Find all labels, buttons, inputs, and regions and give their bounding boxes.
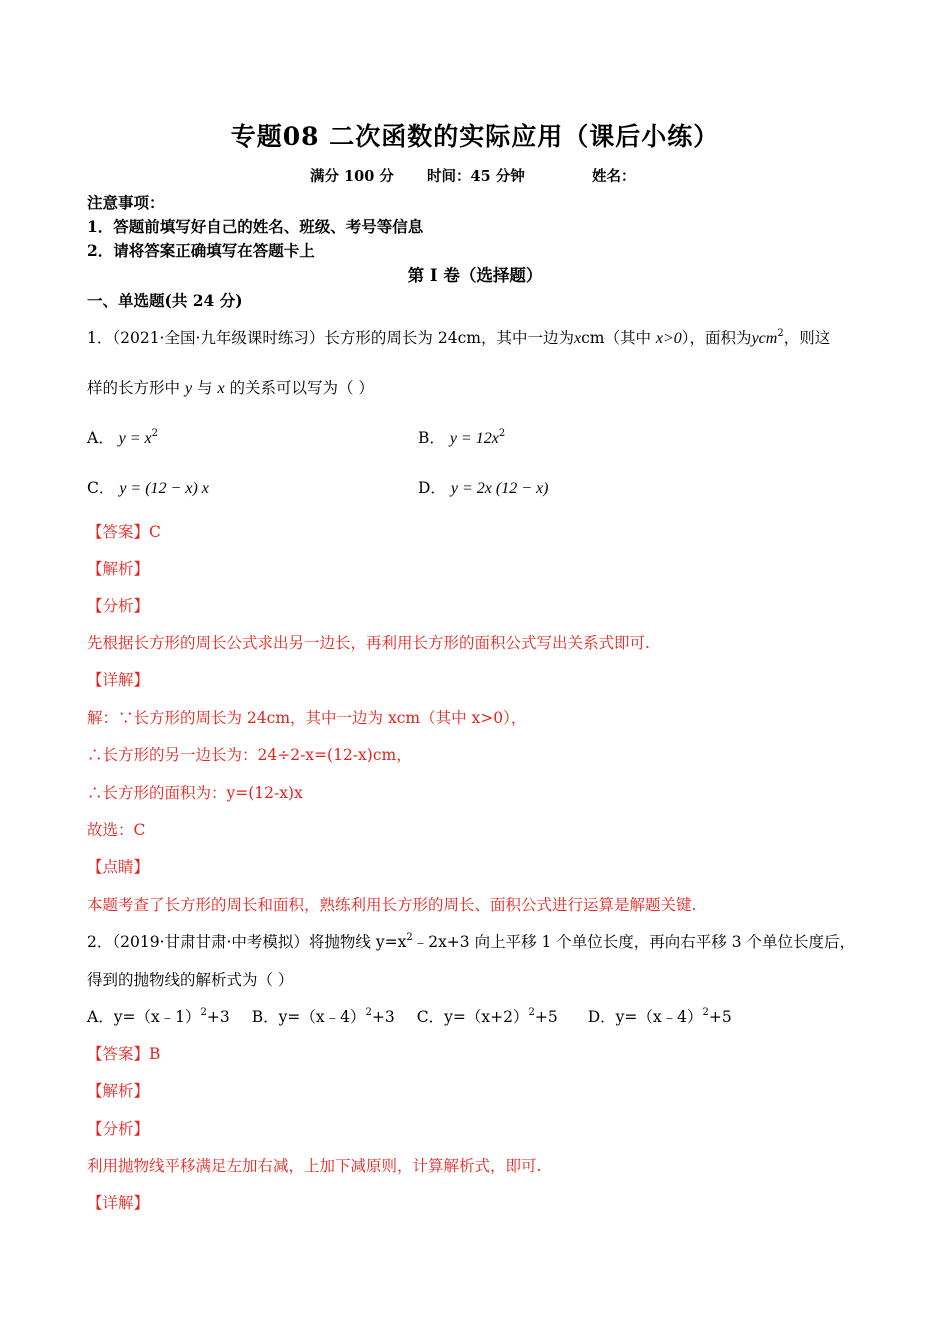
q1-option-a: A． $y = x^2$	[87, 428, 159, 447]
q1-dianjing-tag: 【点睛】	[87, 858, 150, 876]
q1-fenxi-tag: 【分析】	[87, 597, 150, 615]
doc-title: 专题08 二次函数的实际应用（课后小练）	[230, 122, 720, 151]
q2-answer: 【答案】B	[87, 1045, 161, 1063]
q1-solution-4: 故选：C	[87, 821, 146, 839]
q1-jiexi-tag: 【解析】	[87, 560, 150, 578]
full-score: 满分 100 分	[310, 168, 394, 185]
q1-solution-3: ∴长方形的面积为：y=(12-x)x	[87, 784, 303, 802]
q1-analysis: 先根据长方形的周长公式求出另一边长，再利用长方形的面积公式写出关系式即可.	[87, 634, 650, 652]
q2-analysis: 利用抛物线平移满足左加右减，上加下减原则，计算解析式，即可.	[87, 1157, 542, 1175]
note-2: 2．请将答案正确填写在答题卡上	[87, 241, 315, 260]
q2-xiangjie-tag: 【详解】	[87, 1194, 150, 1212]
q2-option-b: B．y=（x﹣4）$^2$+3	[251, 1007, 395, 1026]
q2-option-a: A．y=（x﹣1）$^2$+3	[87, 1007, 230, 1026]
q1-stem: 1．（2021·全国·九年级课时练习）长方形的周长为 24cm，其中一边为xcm（其中 x>0），面积为ycm$^2$，则这	[87, 328, 831, 347]
part-heading: 一、单选题(共 24 分)	[87, 291, 243, 310]
q1-option-b: B． $y = 12x^2$	[418, 428, 506, 447]
q1-answer: 【答案】C	[87, 523, 161, 541]
q1-stem-line2: 样的长方形中 y 与 x 的关系可以写为（ ）	[87, 379, 374, 397]
q1-solution-2: ∴长方形的另一边长为：24÷2-x=(12-x)cm，	[87, 746, 412, 764]
q1-solution-1: 解：∵长方形的周长为 24cm，其中一边为 xcm（其中 x>0），	[87, 709, 527, 727]
q1-xiangjie-tag: 【详解】	[87, 671, 150, 689]
note-1: 1．答题前填写好自己的姓名、班级、考号等信息	[87, 217, 424, 236]
name-label: 姓名：	[592, 168, 636, 185]
q2-stem: 2．（2019·甘肃甘肃·中考模拟）将抛物线 $y=x^2﹣2x+3$ 向上平移 1 个单位长度，再向右平移 3 个单位长度后，	[87, 932, 856, 951]
q2-fenxi-tag: 【分析】	[87, 1120, 150, 1138]
q1-comment: 本题考查了长方形的周长和面积，熟练利用长方形的周长、面积公式进行运算是解题关键.	[87, 896, 697, 914]
q1-option-c: C． y = (12 − x) x	[87, 479, 209, 497]
section-heading: 第 I 卷（选择题）	[407, 266, 543, 285]
q2-options	[87, 1007, 732, 1027]
notes-heading: 注意事项：	[87, 193, 165, 212]
q2-stem-line2: 得到的抛物线的解析式为（ ）	[87, 971, 294, 989]
q2-jiexi-tag: 【解析】	[87, 1082, 150, 1100]
q1-option-d: D． y = 2x (12 − x)	[418, 479, 549, 497]
exam-time: 时间：45 分钟	[427, 168, 525, 185]
q2-option-c: C．$y=(x+2)^2+5$	[416, 1007, 558, 1026]
q2-option-d: D．y=（x﹣4）$^2$+5	[587, 1007, 732, 1026]
